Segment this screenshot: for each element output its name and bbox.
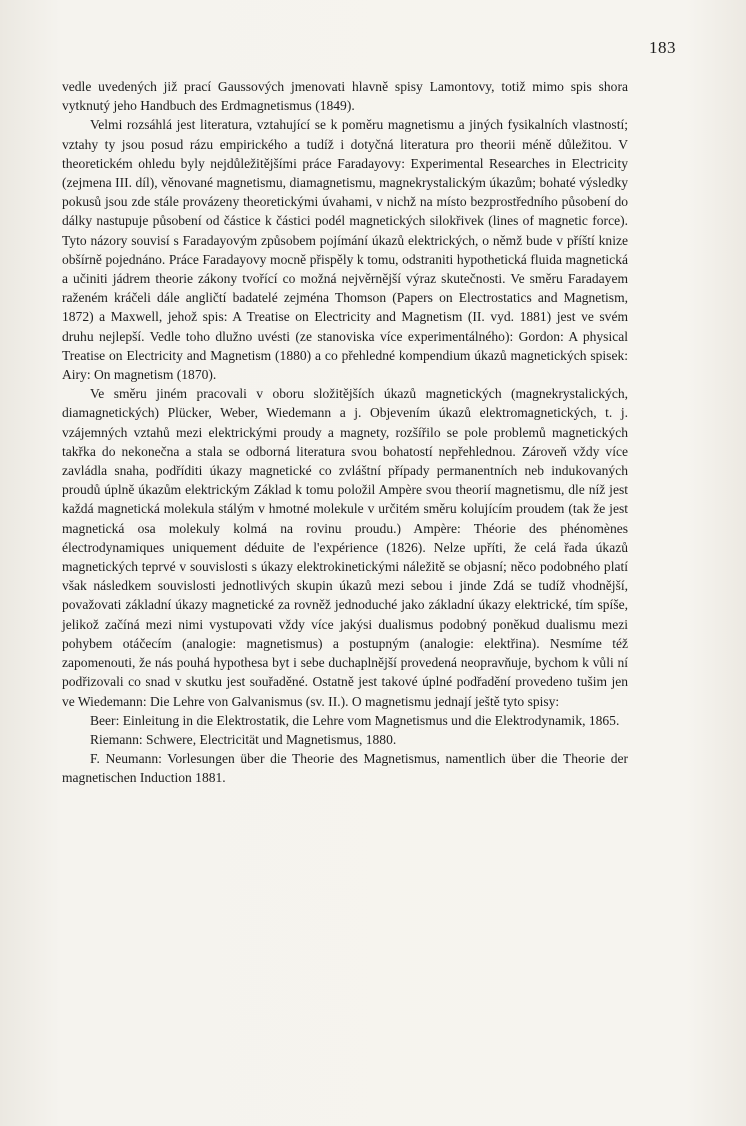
bibliography-entry: Riemann: Schwere, Electricität und Magnetismus, 1880. bbox=[90, 731, 397, 747]
paragraph: Velmi rozsáhlá jest literatura, vztahující se k poměru magnetismu a jiných fysikalních vlastností; vztahy ty jsou posud rázu empirického a tudíž i dotyčná literatura pro theorii méně důležitou. V theoretickém ohledu byly nejdůležitějšími práce Faradayovy: Experimental Researches in Electricity (zejmena III. díl), věnované magnetismu, diamagnetismu, magnekrystalickým úkazům; bohaté výsledky pokusů jsou zde stále provázeny theoretickými úvahami, v nichž na místo bezprostředního působení do dálky nastupuje působení od částice k částici podél magnetických silokřivek (lines of magnetic force). Tyto názory souvisí s Faradayovým způsobem pojímání úkazů elektrických, o němž bude v příští knize obšírně pojednáno. Práce Faradayovy mocně přispěly k tomu, odstraniti hypothetická fluida magnetická a učiniti jádrem theorie zákony tvořící co možná nejvěrnější výraz skutečnosti. Ve směru Faradayem raženém kráčeli dále angličtí badatelé zejména Thomson (Papers on Electrostatics and Magnetism, 1872) a Maxwell, jehož spis: A Treatise on Electricity and Magnetism (II. vyd. 1881) jest ve svém druhu nejlepší. Vedle toho dlužno uvésti (ze stanoviska více experimentálného): Gordon: A physical Treatise on Electricity and Magnetism (1880) a co přehledné kompendium úkazů magnetických spisek: Airy: On magnetism (1870). bbox=[62, 117, 628, 383]
bibliography-entry: Beer: Einleitung in die Elektrostatik, die Lehre vom Magnetismus und die Elektrodynamik, 1865. bbox=[90, 712, 620, 728]
body-text bbox=[62, 77, 628, 788]
bibliography-entry: F. Neumann: Vorlesungen über die Theorie des Magnetismus, namentlich über die Theorie der magnetischen Induction 1881. bbox=[62, 751, 628, 786]
paragraph: vedle uvedených již prací Gaussových jmenovati hlavně spisy Lamontovy, totiž mimo spis shora vytknutý jeho Handbuch des Erdmagnetismus (1849). bbox=[62, 79, 628, 114]
paragraph: Ve směru jiném pracovali v oboru složitějších úkazů magnetických (magnekrystalických, diamagnetických) Plücker, Weber, Wiedemann a j. Objevením úkazů elektromagnetických, t. j. vzájemných vztahů mezi elektrickými proudy a magnety, rozšířilo se pole problemů magnetických takřka do nekonečna a stala se odborná literatura svou bohatostí nepřehlednou. Zároveň vždy více zavládla snaha, podříditi úkazy magnetické co zvláštní případy permanentních neb indukovaných proudů úplně úkazům elektrickým Základ k tomu položil Ampère svou theorií magnetismu, dle níž jest každá magnetická molekula stálým v hmotné molekule v určitém směru kolujícím proudem (tak že jest magnetická osa molekuly kolmá na rovinu proudu.) Ampère: Théorie des phénomènes électrodynamiques uniquement déduite de l'expérience (1826). Nelze upříti, že celá řada úkazů magnetických teprvé v souvislosti s úkazy elektrokinetickými náležitě se objasní; něco podobného platí však následkem souvislosti jednotlivých skupin úkazů mezi sebou i jinde Zdá se tudíž vhodnější, považovati základní úkazy magnetické za rovněž jednoduché jako základní úkazy elektrické, tím spíše, jelikož začíná mezi nimi vystupovati vždy více jakýsi dualismus podobný poněkud dualismu mezi pohybem otáčecím (analogie: magnetismus) a postupným (analogie: elektřina). Nesmíme též zapomenouti, že nás pouhá hypothesa byt i sebe duchaplnější provedená neopravňuje, bychom k vůli ní podřizovali co snad v skutku jest souřaděné. Ostatně jest takové úplné podřadění provedeno tušim jen ve Wiedemann: Die Lehre von Galvanismus (sv. II.). O magnetismu jednají ještě tyto spisy: bbox=[62, 386, 628, 709]
page-number: 183 bbox=[649, 38, 676, 57]
